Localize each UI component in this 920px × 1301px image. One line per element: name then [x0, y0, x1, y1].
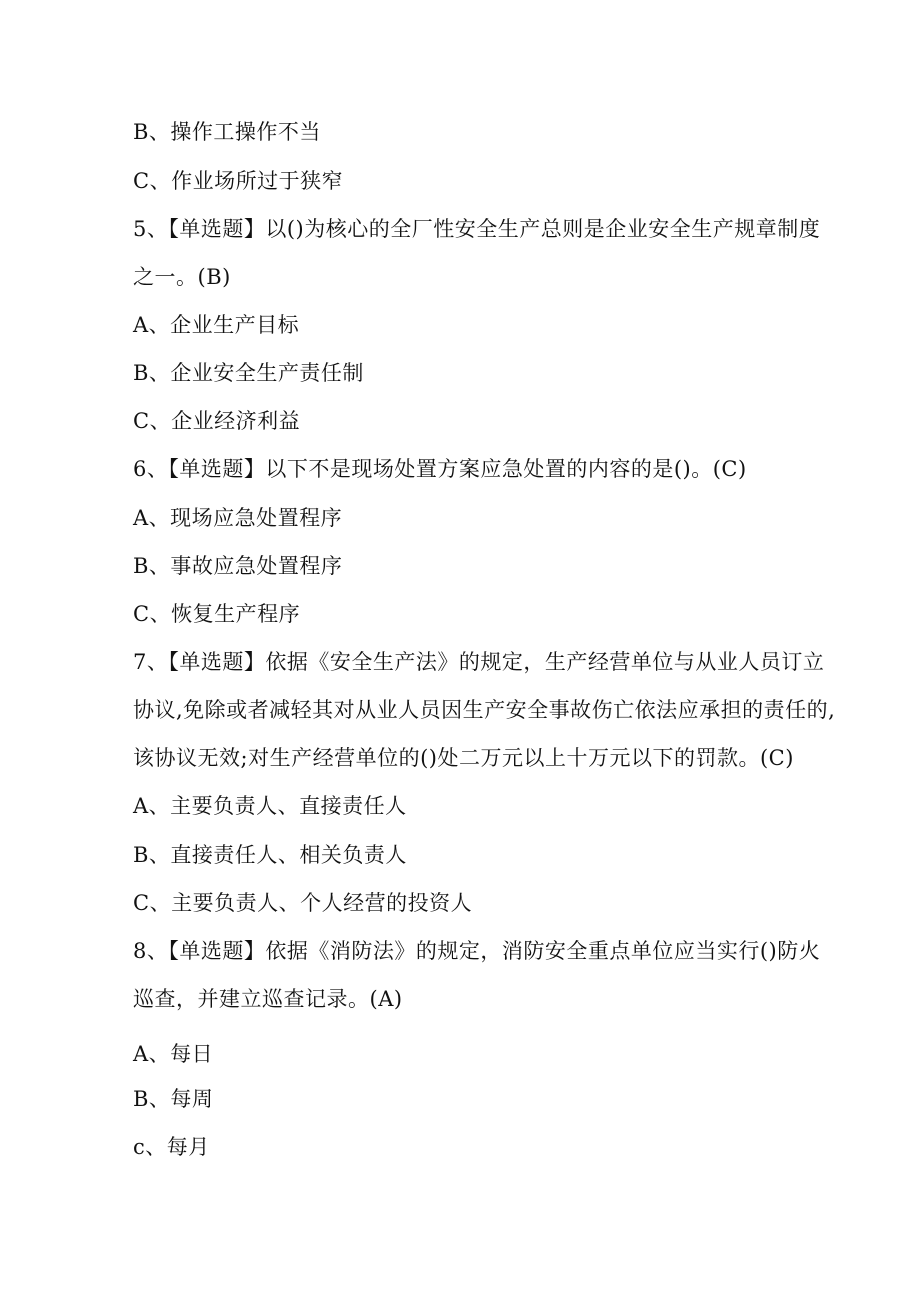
question-7-line-1: 7、【单选题】依据《安全生产法》的规定，生产经营单位与从业人员订立 [133, 650, 825, 674]
option-c-q8: c、每月 [133, 1135, 210, 1159]
question-8-line-1: 8、【单选题】依据《消防法》的规定，消防安全重点单位应当实行()防火 [133, 939, 821, 963]
question-8-line-2: 巡查，并建立巡查记录。(A) [133, 987, 403, 1011]
option-b-q4: B、操作工操作不当 [133, 120, 321, 144]
option-b-q7: B、直接责任人、相关负责人 [133, 843, 407, 867]
option-c-q7: C、主要负责人、个人经营的投资人 [133, 891, 473, 915]
question-7-line-2: 协议,免除或者减轻其对从业人员因生产安全事故伤亡依法应承担的责任的, [133, 698, 836, 722]
option-a-q7: A、主要负责人、直接责任人 [133, 794, 407, 818]
question-6: 6、【单选题】以下不是现场处置方案应急处置的内容的是()。(C) [133, 457, 747, 481]
question-7-line-3: 该协议无效;对生产经营单位的()处二万元以上十万元以下的罚款。(C) [133, 746, 794, 770]
option-a-q8: A、每日 [133, 1042, 214, 1066]
option-a-q5: A、企业生产目标 [133, 313, 300, 337]
option-c-q4: C、作业场所过于狭窄 [133, 169, 344, 193]
option-a-q6: A、现场应急处置程序 [133, 506, 343, 530]
option-b-q6: B、事故应急处置程序 [133, 554, 343, 578]
option-c-q5: C、企业经济利益 [133, 409, 301, 433]
option-c-q6: C、恢复生产程序 [133, 602, 301, 626]
question-5-line-1: 5、【单选题】以()为核心的全厂性安全生产总则是企业安全生产规章制度 [133, 217, 821, 241]
question-5-line-2: 之一。(B) [133, 265, 231, 289]
option-b-q8: B、每周 [133, 1087, 214, 1111]
option-b-q5: B、企业安全生产责任制 [133, 361, 364, 385]
